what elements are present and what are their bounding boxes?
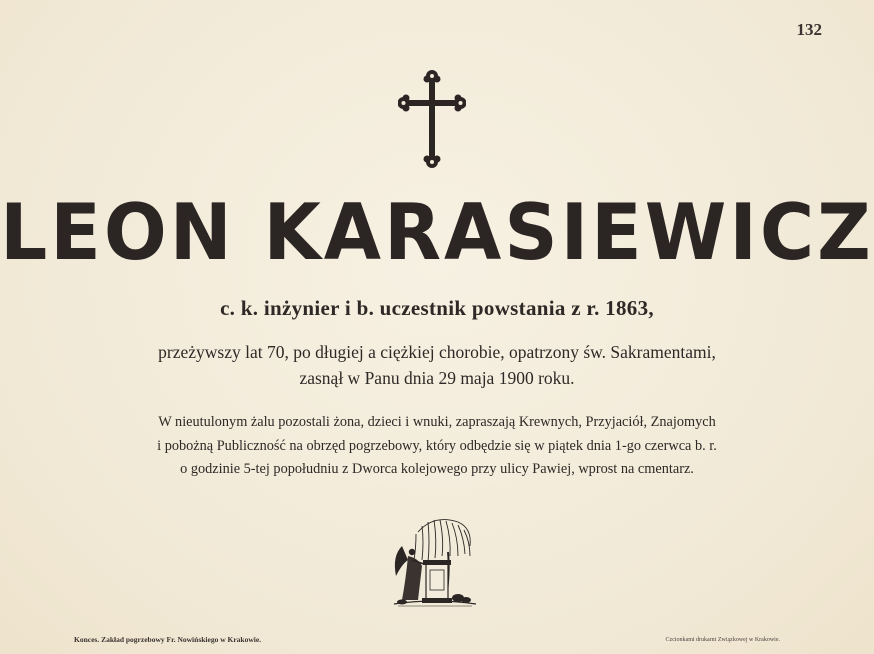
- notice-line-1: przeżywszy lat 70, po długiej a ciężkiej chorobie, opatrzony św. Sakramentami,: [158, 342, 716, 362]
- mourning-angel-willow-tomb-icon: [388, 512, 480, 608]
- notice-line-5: o godzinie 5-tej popołudniu z Dworca kolejowego przy ulicy Pawiej, wprost na cmentarz.: [180, 461, 694, 477]
- notice-line-4: i pobożną Publiczność na obrzęd pogrzebowy, który odbędzie się w piątek dnia 1-go czerwca b. r.: [157, 438, 717, 454]
- latin-cross-icon: [398, 69, 466, 169]
- notice-line-2: zasnął w Panu dnia 29 maja 1900 roku.: [299, 368, 575, 388]
- notice-line-3: W nieutulonym żalu pozostali żona, dzieci i wnuki, zapraszają Krewnych, Przyjaciół, Znajomych: [158, 414, 716, 430]
- funeral-home-imprint: Konces. Zakład pogrzebowy Fr. Nowińskiego w Krakowie.: [74, 635, 262, 644]
- deceased-name: LEON KARASIEWICZ: [0, 187, 874, 279]
- printer-imprint: Czcionkami drukarni Związkowej w Krakowie.: [665, 637, 780, 643]
- page-number: 132: [796, 20, 822, 39]
- deceased-title: c. k. inżynier i b. uczestnik powstania z r. 1863,: [220, 296, 654, 320]
